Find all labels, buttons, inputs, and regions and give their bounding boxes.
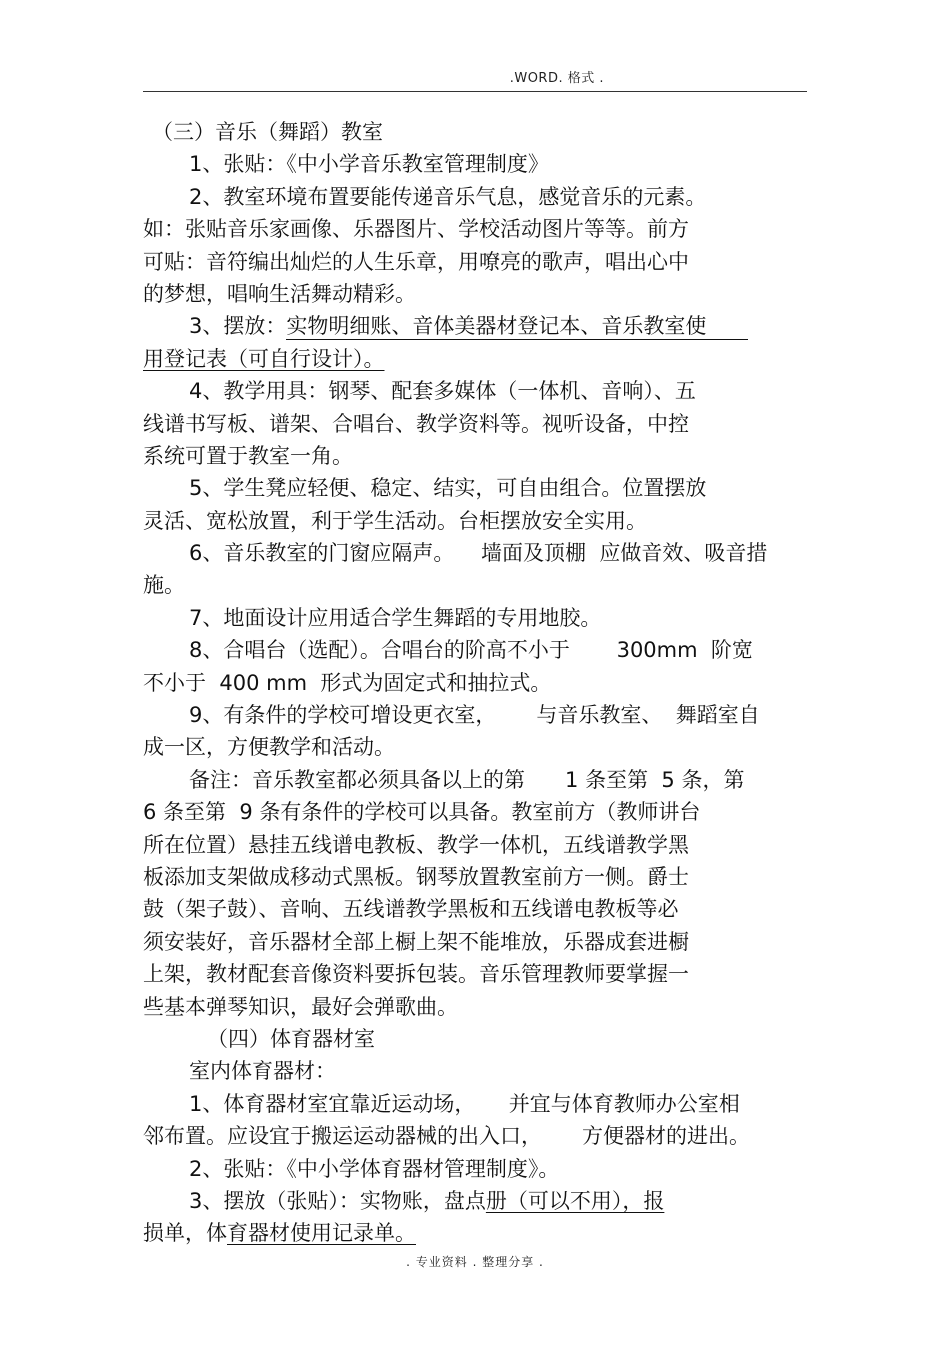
- paragraph-line: [143, 1217, 813, 1249]
- paragraph-line: 1、体育器材室宜靠近运动场， 并宜与体育教师办公室相: [189, 1091, 740, 1116]
- paragraph-line: 室内体育器材：: [189, 1059, 336, 1084]
- underlined-text: 育器材使用记录单。: [227, 1221, 416, 1246]
- paragraph-line: 些基本弹琴知识，最好会弹歌曲。: [143, 994, 458, 1019]
- underlined-text: 用登记表（可自行设计）。: [143, 346, 385, 371]
- paragraph-line: 所在位置）悬挂五线谱电教板、教学一体机，五线谱教学黑: [143, 832, 689, 857]
- paragraph-line: 6 条至第 9 条有条件的学校可以具备。教室前方（教师讲台: [143, 800, 701, 825]
- page-header: .WORD. 格式 .: [509, 71, 604, 86]
- paragraph-line: 7、地面设计应用适合学生舞蹈的专用地胶。: [189, 605, 602, 630]
- paragraph-line: 5、学生凳应轻便、稳定、结实，可自由组合。位置摆放: [189, 476, 707, 501]
- paragraph-line: 9、有条件的学校可增设更衣室， 与音乐教室、 舞蹈室自: [189, 703, 760, 728]
- paragraph-line: [143, 343, 813, 375]
- paragraph-line: 邻布置。应设宜于搬运运动器械的出入口， 方便器材的进出。: [143, 1124, 751, 1149]
- paragraph-line: 2、张贴：《中小学体育器材管理制度》。: [189, 1156, 560, 1181]
- paragraph-line: 不小于 400 mm 形式为固定式和抽拉式。: [143, 670, 552, 695]
- paragraph-line: 系统可置于教室一角。: [143, 443, 353, 468]
- paragraph-line: [143, 310, 813, 342]
- paragraph-line: 板添加支架做成移动式黑板。钢琴放置教室前方一侧。爵士: [143, 864, 689, 889]
- text-run: 损单，体: [143, 1221, 227, 1246]
- paragraph-line: 2、教室环境布置要能传递音乐气息，感觉音乐的元素。: [189, 184, 707, 209]
- paragraph-line: 施。: [143, 573, 185, 598]
- paragraph-line: 须安装好，音乐器材全部上橱上架不能堆放，乐器成套进橱: [143, 929, 689, 954]
- underlined-text: 册（可以不用），报: [485, 1188, 665, 1213]
- paragraph-line: 4、教学用具：钢琴、配套多媒体（一体机、音响）、五: [189, 379, 696, 404]
- paragraph-line: 线谱书写板、谱架、合唱台、教学资料等。视听设备，中控: [143, 411, 689, 436]
- paragraph-line: 成一区，方便教学和活动。: [143, 735, 395, 760]
- paragraph-line: 备注：音乐教室都必须具备以上的第 1 条至第 5 条，第: [189, 767, 745, 792]
- text-run: 3、摆放：: [189, 314, 287, 339]
- paragraph-line: 的梦想，唱响生活舞动精彩。: [143, 281, 416, 306]
- paragraph-line: 可贴：音符编出灿烂的人生乐章，用嘹亮的歌声，唱出心中: [143, 249, 689, 274]
- paragraph-line: 鼓（架子鼓）、音响、五线谱教学黑板和五线谱电教板等必: [143, 897, 679, 922]
- paragraph-line: 上架，教材配套音像资料要拆包装。音乐管理教师要掌握一: [143, 962, 689, 987]
- paragraph-line: 1、张贴：《中小学音乐教室管理制度》: [189, 152, 549, 177]
- header-divider: [143, 91, 807, 92]
- paragraph-line: 如：张贴音乐家画像、乐器图片、学校活动图片等等。前方: [143, 217, 689, 242]
- section-heading-sports: （四）体育器材室: [207, 1026, 375, 1051]
- paragraph-line: [143, 1185, 813, 1217]
- text-run: 3、摆放（张贴）：实物账，盘点: [189, 1188, 486, 1213]
- paragraph-line: 灵活、宽松放置，利于学生活动。台柜摆放安全实用。: [143, 508, 647, 533]
- section-heading-music: （三）音乐（舞蹈）教室: [152, 120, 383, 144]
- paragraph-line: 6、音乐教室的门窗应隔声。 墙面及顶棚 应做音效、吸音措: [189, 541, 768, 566]
- underlined-text: 实物明细账、音体美器材登记本、音乐教室使: [286, 313, 748, 340]
- page-footer: . 专业资料 . 整理分享 .: [406, 1255, 544, 1269]
- paragraph-line: 8、合唱台（选配）。合唱台的阶高不小于 300mm 阶宽: [189, 638, 753, 663]
- document-body: [143, 116, 813, 1250]
